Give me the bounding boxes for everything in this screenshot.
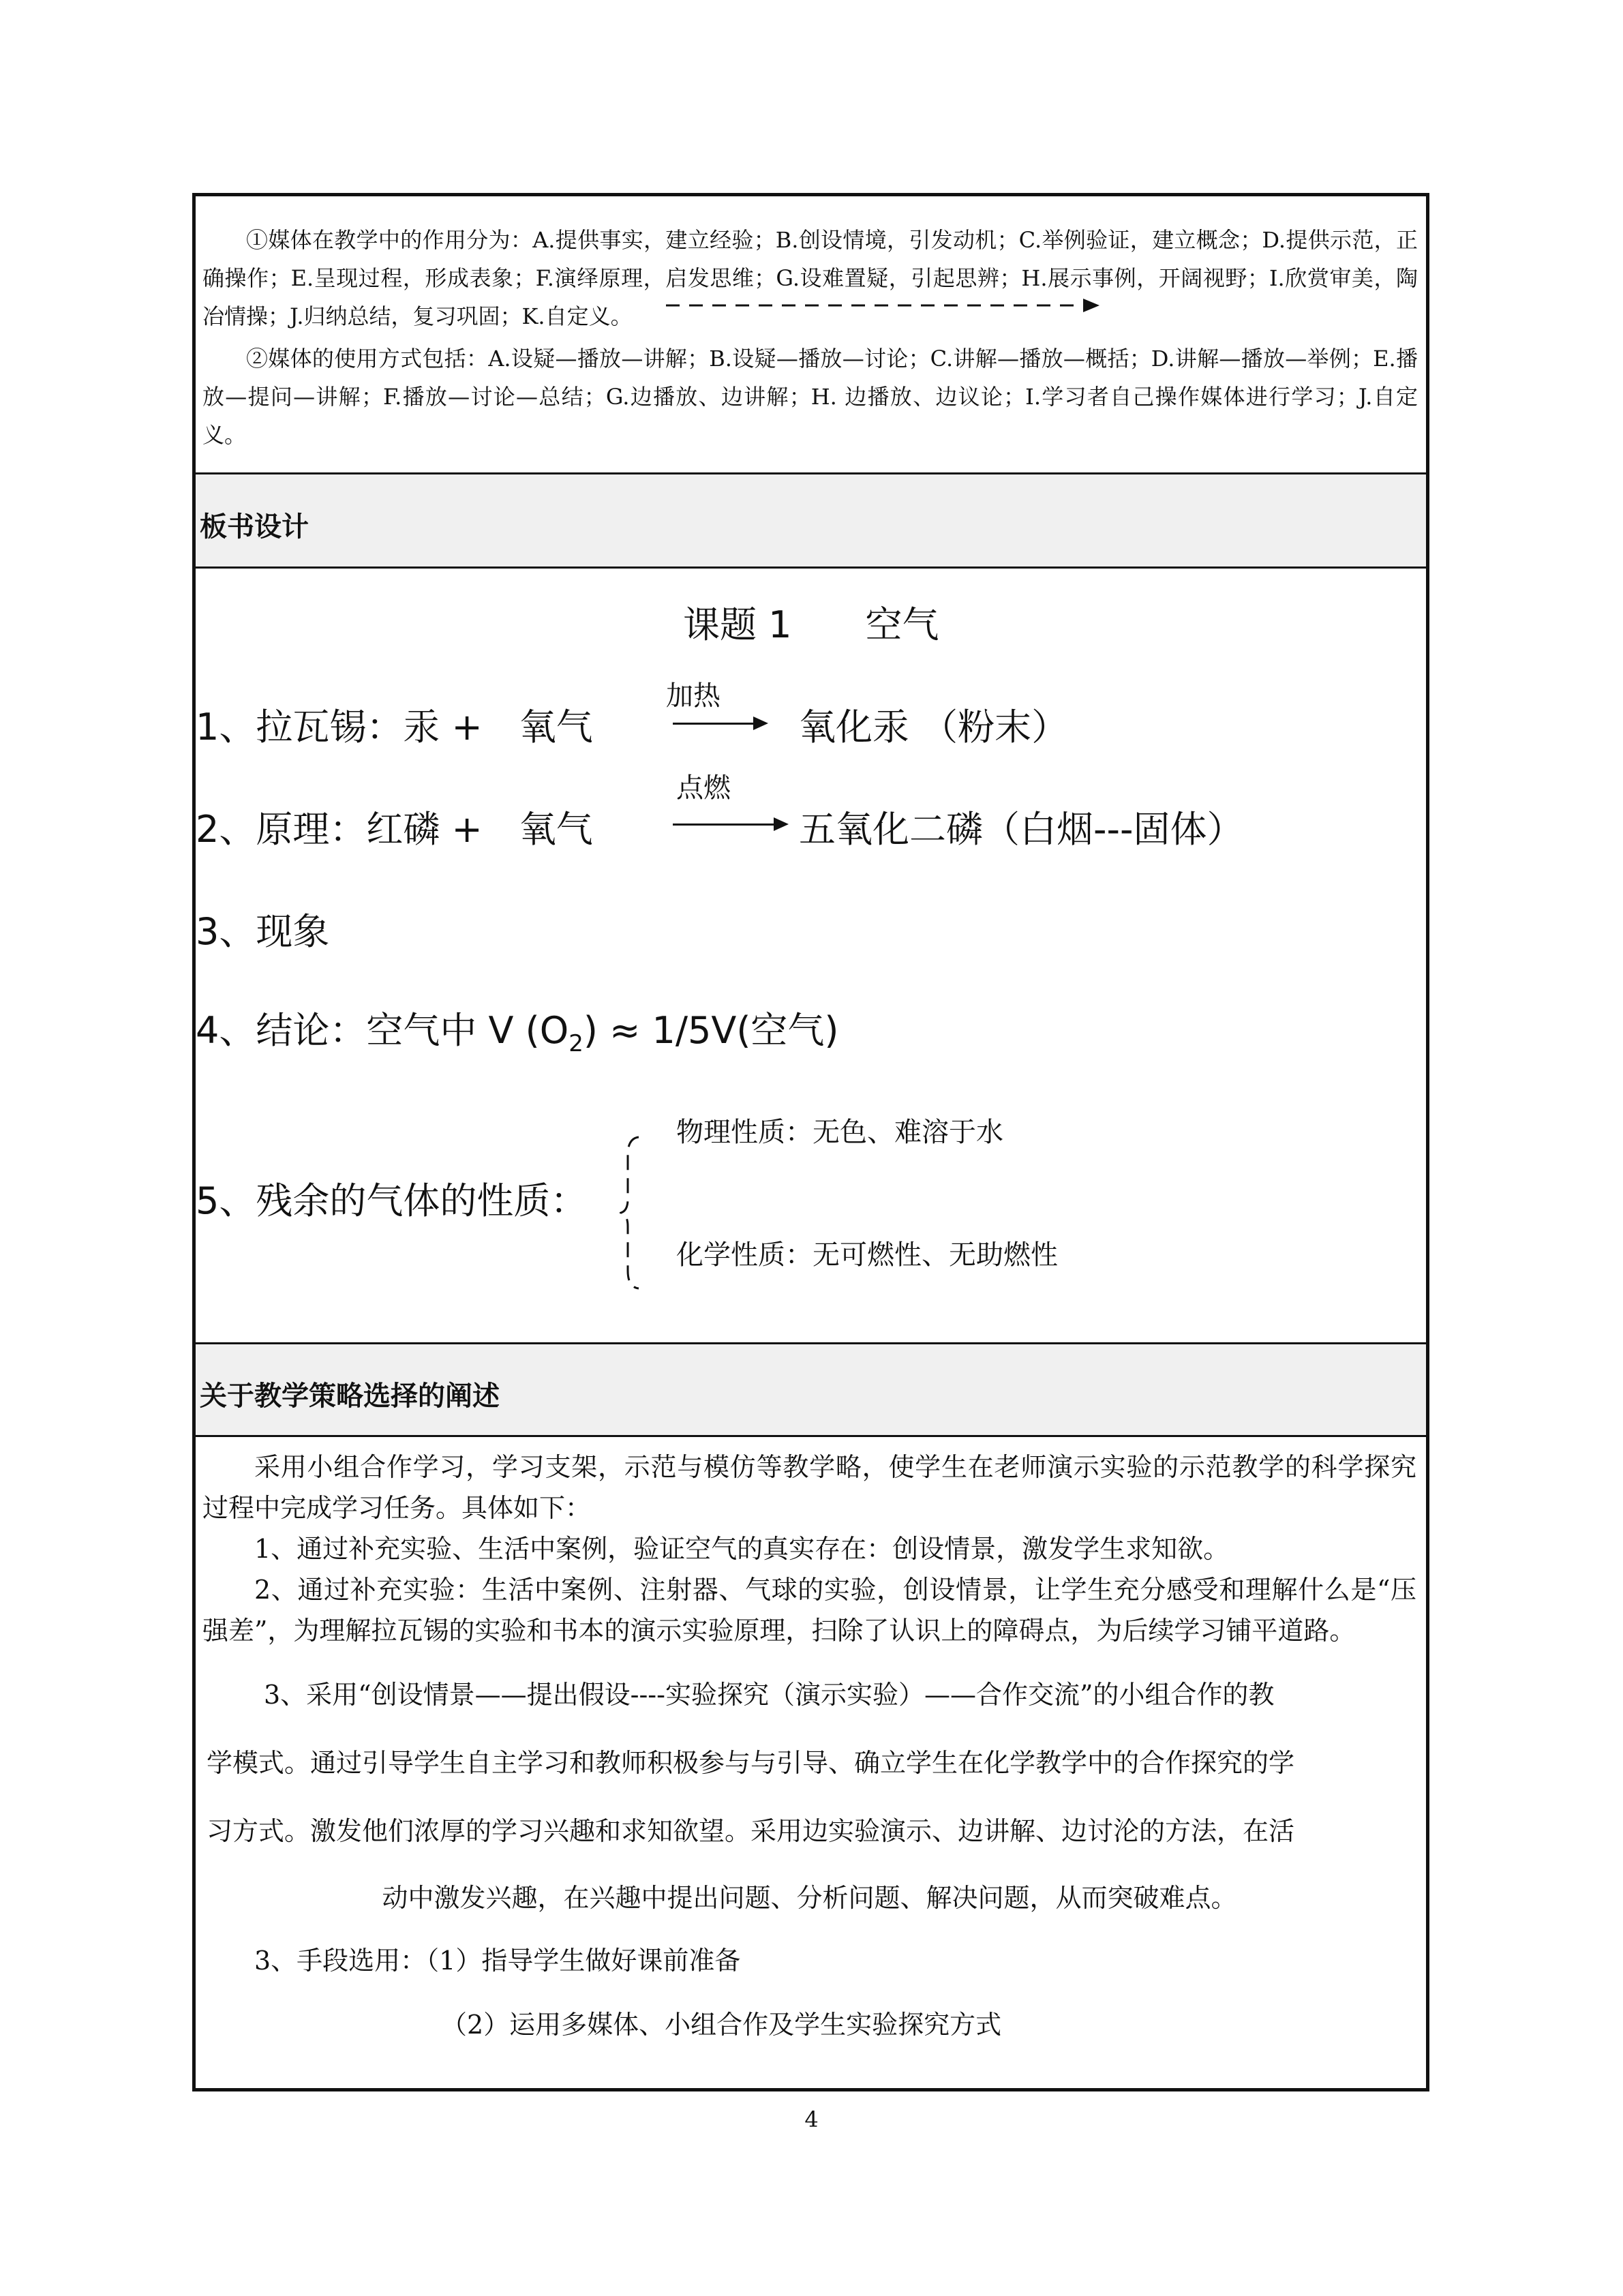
line1-arrow-shaft — [673, 723, 755, 725]
media-usage-text: ②媒体的使用方式包括：A.设疑—播放—讲解；B.设疑—播放—讨论；C.讲解—播放—概括；D.讲解—播放—举例；E.播放—提问—讲解；F.播放—讨论—总结；G.边播放、边讲解；H. 边播放、边议论；I.学习者自己操作媒体进行学习；J.自定义。 — [202, 346, 1418, 448]
line1-condition: 加热 — [666, 680, 721, 712]
media-role-text: ①媒体在教学中的作用分为：A.提供事实，建立经验；B.创设情境，引发动机；C.举例验证，建立概念；D.提供示范，正确操作；E.呈现过程，形成表象；F.演绎原理，启发思维；G.设难置疑，引起思辨；H.展示事例，开阔视野；I.欣赏审美，陶冶情操；J.归纳总结，复习巩固；K.自定义。 — [202, 227, 1418, 329]
line2-condition: 点燃 — [676, 772, 731, 804]
board-line1-left: 1、拉瓦锡：汞 + 氧气 — [196, 706, 593, 749]
strategy-paragraph-4-line2: 学模式。通过引导学生自主学习和教师积极参与与引导、确立学生在化学教学中的合作探究的学 — [207, 1748, 1295, 1778]
brace-icon — [620, 1134, 647, 1291]
board-line4 — [196, 1001, 838, 1057]
board-line2-left: 2、原理：红磷 + 氧气 — [196, 808, 593, 851]
table-frame — [192, 193, 1429, 2091]
board-heading: 板书设计 — [200, 511, 309, 543]
right-arrow-icon — [774, 817, 789, 831]
strategy-paragraph-4-line4: 动中激发兴趣，在兴趣中提出问题、分析问题、解决问题，从而突破难点。 — [382, 1883, 1237, 1913]
chemical-property: 化学性质：无可燃性、无助燃性 — [676, 1239, 1058, 1271]
physical-property: 物理性质：无色、难溶于水 — [676, 1117, 1003, 1148]
board-title: 课题 1 空气 — [683, 603, 939, 646]
line2-arrow-shaft — [673, 824, 775, 826]
strategy-paragraph-2: 1、通过补充实验、生活中案例，验证空气的真实存在：创设情景，激发学生求知欲。 — [254, 1534, 1230, 1564]
board-content — [196, 569, 1426, 1342]
strategy-content — [196, 1437, 1426, 2091]
strategy-paragraph-3: 2、通过补充实验：生活中案例、注射器、气球的实验，创设情景，让学生充分感受和理解什么是“压强差”，为理解拉瓦锡的实验和书本的演示实验原理，扫除了认识上的障碍点，为后续学习铺平道路。 — [202, 1575, 1416, 1646]
dashed-arrow-icon — [666, 297, 1102, 314]
strategy-paragraph-4-line3: 习方式。激发他们浓厚的学习兴趣和求知欲望。采用边实验演示、边讲解、边讨沦的方法，在活 — [207, 1816, 1295, 1846]
line4-part-b: ) ≈ 1/5V(空气) — [583, 1009, 839, 1052]
strategy-means-2: （2）运用多媒体、小组合作及学生实验探究方式 — [441, 2010, 1002, 2040]
page-number: 4 — [804, 2106, 819, 2132]
strategy-heading-row — [196, 1344, 1426, 1435]
strategy-heading: 关于教学策略选择的阐述 — [200, 1380, 500, 1412]
right-arrow-icon — [753, 716, 768, 730]
board-line3: 3、现象 — [196, 910, 330, 953]
line4-subscript: 2 — [568, 1029, 583, 1057]
strategy-paragraph-4-line1: 3、采用“创设情景——提出假设----实验探究（演示实验）——合作交流”的小组合作的教 — [264, 1680, 1275, 1710]
board-line2-right: 五氧化二磷（白烟---固体） — [799, 808, 1244, 851]
strategy-means-1: 3、手段选用：（1）指导学生做好课前准备 — [254, 1946, 741, 1976]
board-line5: 5、残余的气体的性质： — [196, 1179, 588, 1222]
media-notes-section — [196, 196, 1426, 472]
board-heading-row — [196, 474, 1426, 567]
board-line1-right: 氧化汞 （粉末） — [799, 706, 1069, 749]
strategy-paragraph-1: 采用小组合作学习，学习支架，示范与模仿等教学略，使学生在老师演示实验的示范教学的科学探究过程中完成学习任务。具体如下： — [202, 1452, 1416, 1523]
line4-part-a: 4、结论：空气中 V (O — [196, 1009, 569, 1052]
